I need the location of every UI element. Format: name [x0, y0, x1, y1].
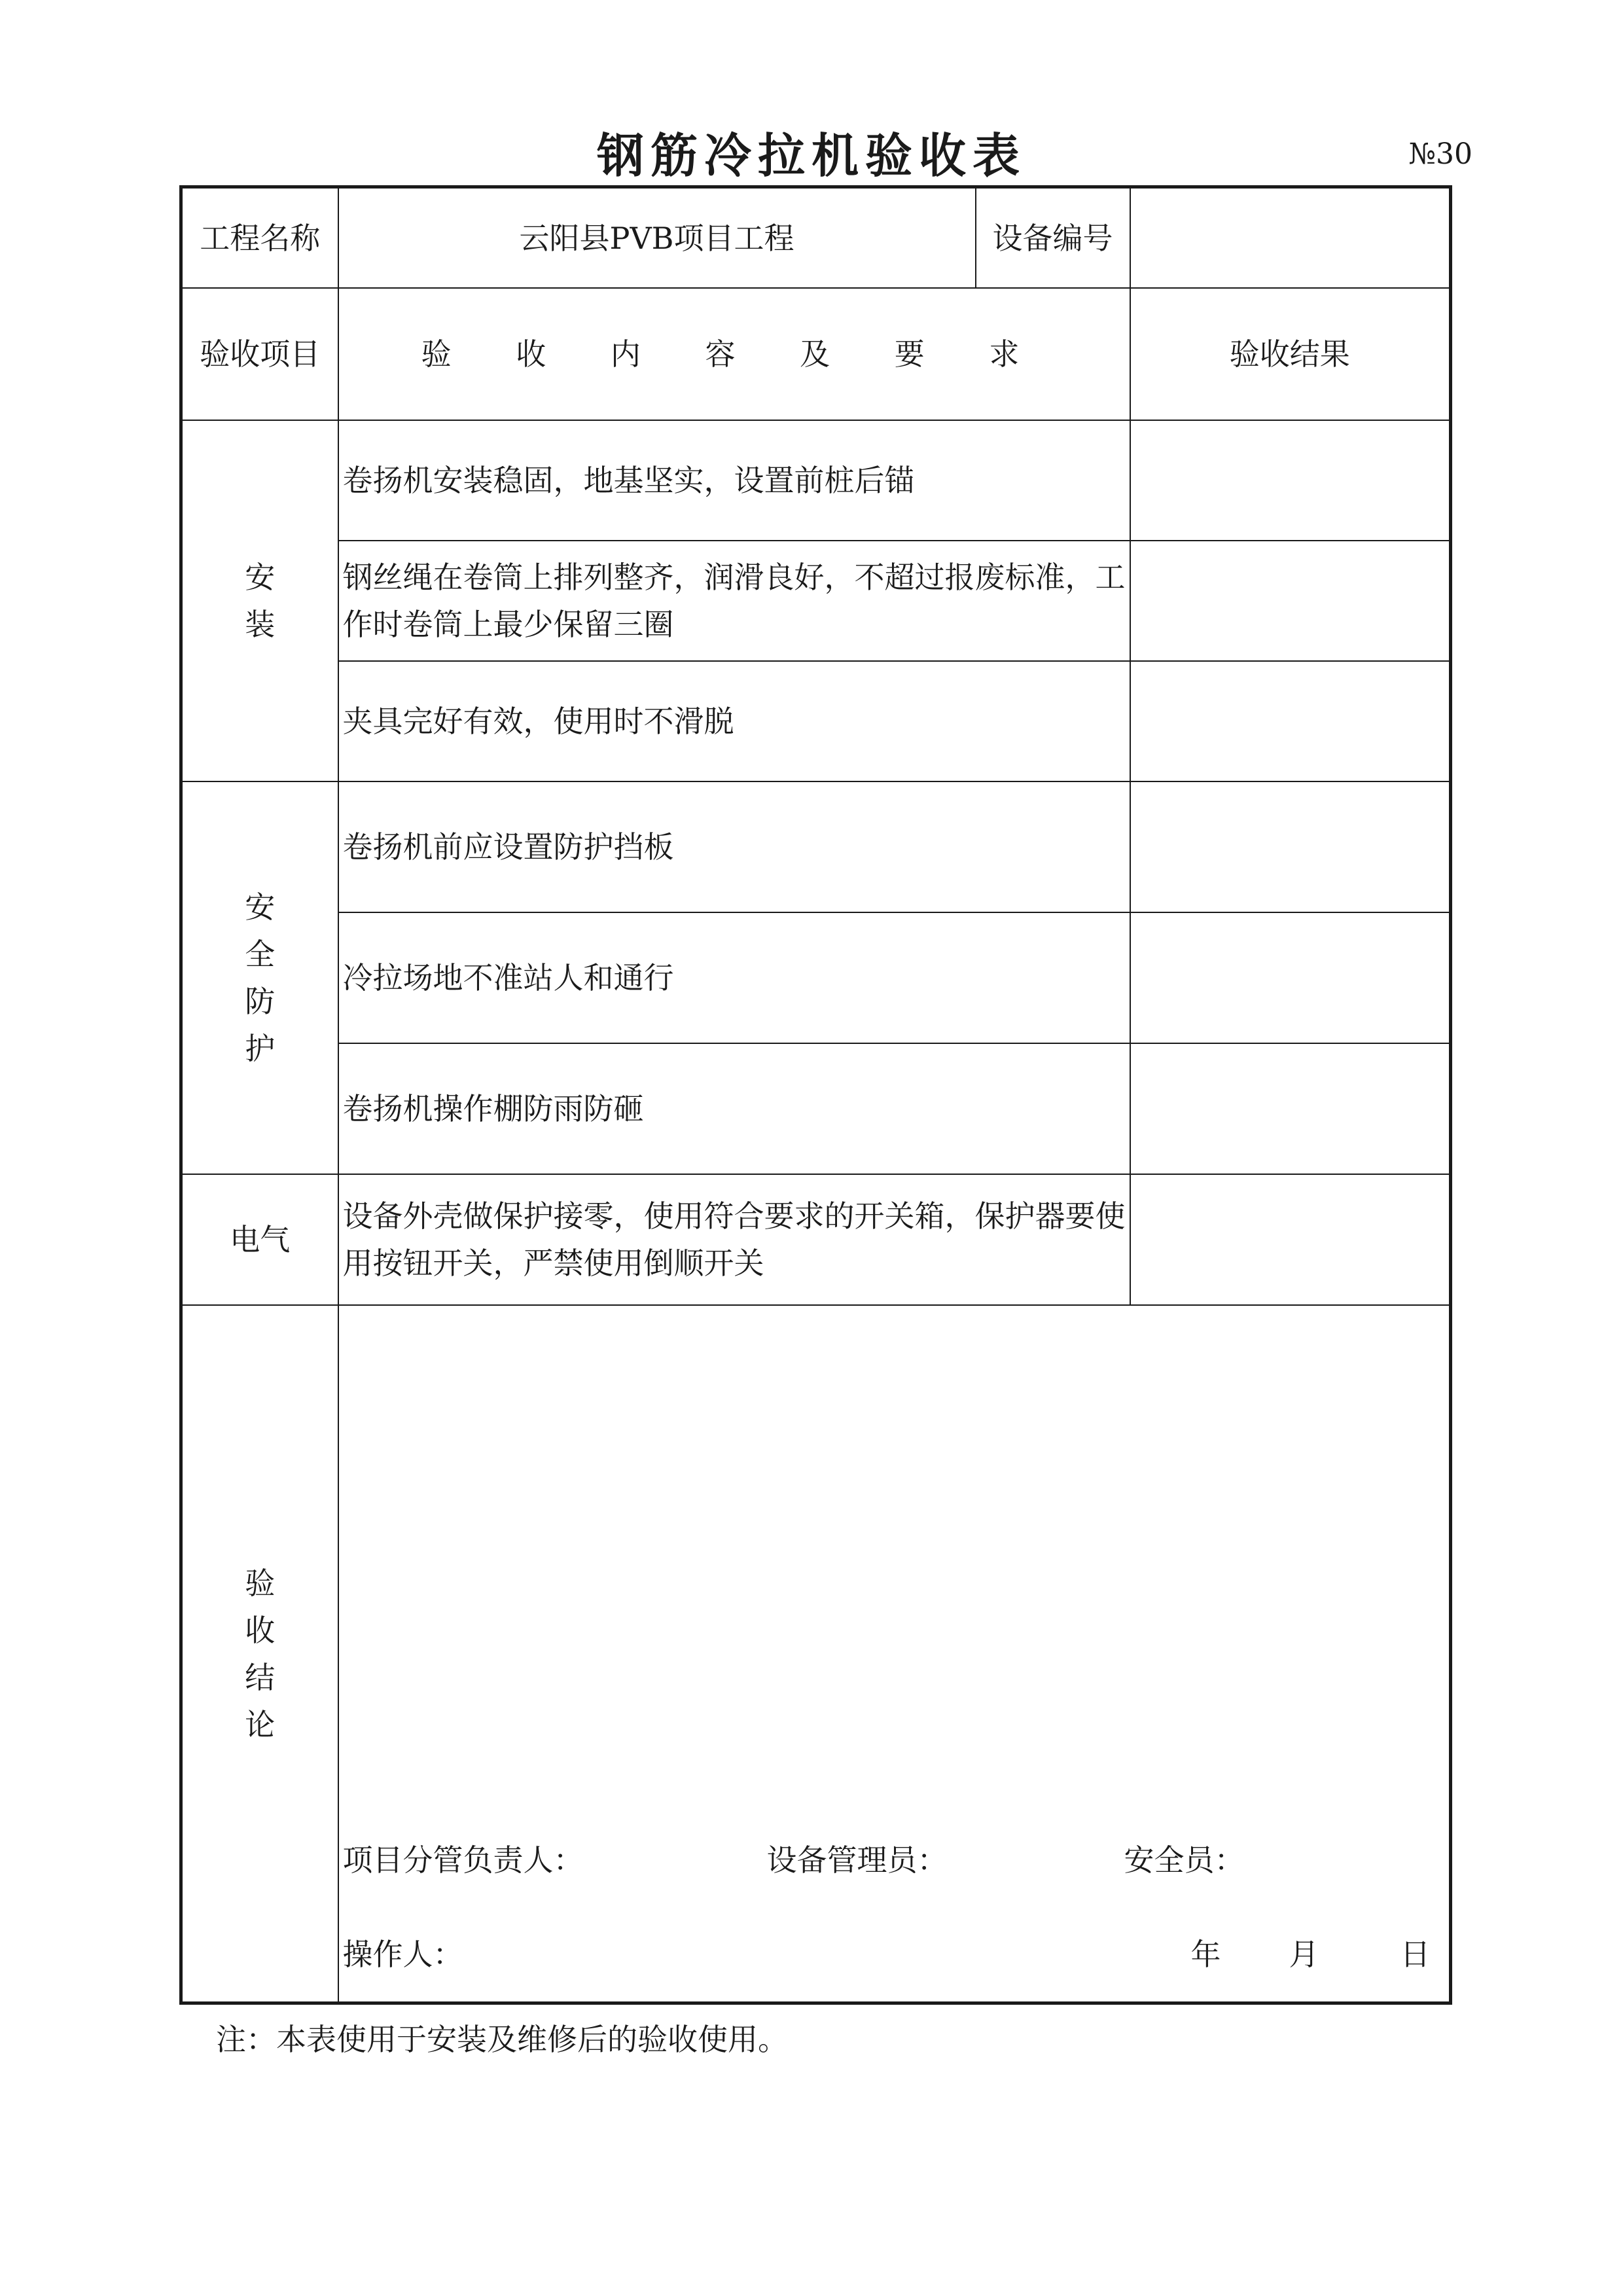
label-char: 验	[245, 1565, 276, 1601]
result-cell[interactable]	[1130, 420, 1451, 541]
form-title: 钢筋冷拉机验收表	[596, 128, 1026, 183]
operator-signature-label: 操作人：	[342, 1937, 463, 1972]
requirement-text: 卷扬机操作棚防雨防砸	[338, 1043, 1130, 1174]
equipment-no-value[interactable]	[1130, 187, 1451, 289]
date-year-label: 年	[1190, 1937, 1221, 1972]
equipment-no-label: 设备编号	[976, 187, 1130, 289]
column-header-row	[181, 288, 1451, 420]
table-row	[181, 420, 1451, 541]
table-row	[181, 781, 1451, 912]
label-char: 防	[245, 983, 276, 1019]
label-char: 结	[245, 1659, 276, 1695]
result-cell[interactable]	[1130, 661, 1451, 781]
label-char: 收	[245, 1612, 276, 1648]
result-cell[interactable]	[1130, 541, 1451, 661]
label-char: 护	[245, 1030, 276, 1066]
section-install-label	[181, 420, 338, 781]
result-cell[interactable]	[1130, 781, 1451, 912]
signature-row-1	[339, 1813, 1450, 1907]
label-char: 论	[245, 1706, 276, 1742]
label-char: 安	[245, 889, 276, 925]
requirement-text: 设备外壳做保护接零，使用符合要求的开关箱，保护器要使用按钮开关，严禁使用倒顺开关	[338, 1174, 1130, 1305]
equipment-admin-signature-label: 设备管理员：	[766, 1842, 948, 1878]
table-row	[181, 661, 1451, 781]
project-name-label: 工程名称	[181, 187, 338, 289]
label-char: 装	[245, 606, 276, 642]
table-row	[181, 1174, 1451, 1305]
requirement-text: 卷扬机前应设置防护挡板	[338, 781, 1130, 912]
label-char: 全	[245, 936, 276, 972]
requirement-text: 卷扬机安装稳固，地基坚实，设置前桩后锚	[338, 420, 1130, 541]
date-month-label: 月	[1289, 1937, 1319, 1972]
manager-signature-label: 项目分管负责人：	[342, 1842, 584, 1878]
column-content-header: 验 收 内 容 及 要 求	[338, 288, 1130, 420]
signature-row-2	[339, 1907, 1450, 2001]
requirement-text: 夹具完好有效，使用时不滑脱	[338, 661, 1130, 781]
project-name-value: 云阳县PVB项目工程	[338, 187, 976, 289]
label-char: 安	[245, 559, 276, 595]
result-cell[interactable]	[1130, 1043, 1451, 1174]
document-number: №30	[1408, 137, 1472, 171]
result-cell[interactable]	[1130, 1174, 1451, 1305]
conclusion-content[interactable]	[338, 1305, 1451, 2003]
table-row	[181, 1043, 1451, 1174]
result-cell[interactable]	[1130, 912, 1451, 1043]
table-row	[181, 541, 1451, 661]
column-result-header: 验收结果	[1130, 288, 1451, 420]
column-item-header: 验收项目	[181, 288, 338, 420]
inspection-table	[179, 185, 1452, 2005]
date-day-label: 日	[1400, 1937, 1431, 1972]
header-row	[181, 187, 1451, 289]
requirement-text: 冷拉场地不准站人和通行	[338, 912, 1130, 1043]
requirement-text: 钢丝绳在卷筒上排列整齐，润滑良好，不超过报废标准，工作时卷筒上最少保留三圈	[338, 541, 1130, 661]
section-safety-label	[181, 781, 338, 1174]
safety-officer-signature-label: 安全员：	[1124, 1842, 1245, 1878]
table-row	[181, 912, 1451, 1043]
conclusion-label	[181, 1305, 338, 2003]
conclusion-row	[181, 1305, 1451, 2003]
section-electrical-label: 电气	[181, 1174, 338, 1305]
footnote: 注：本表使用于安装及维修后的验收使用。	[216, 2022, 788, 2057]
